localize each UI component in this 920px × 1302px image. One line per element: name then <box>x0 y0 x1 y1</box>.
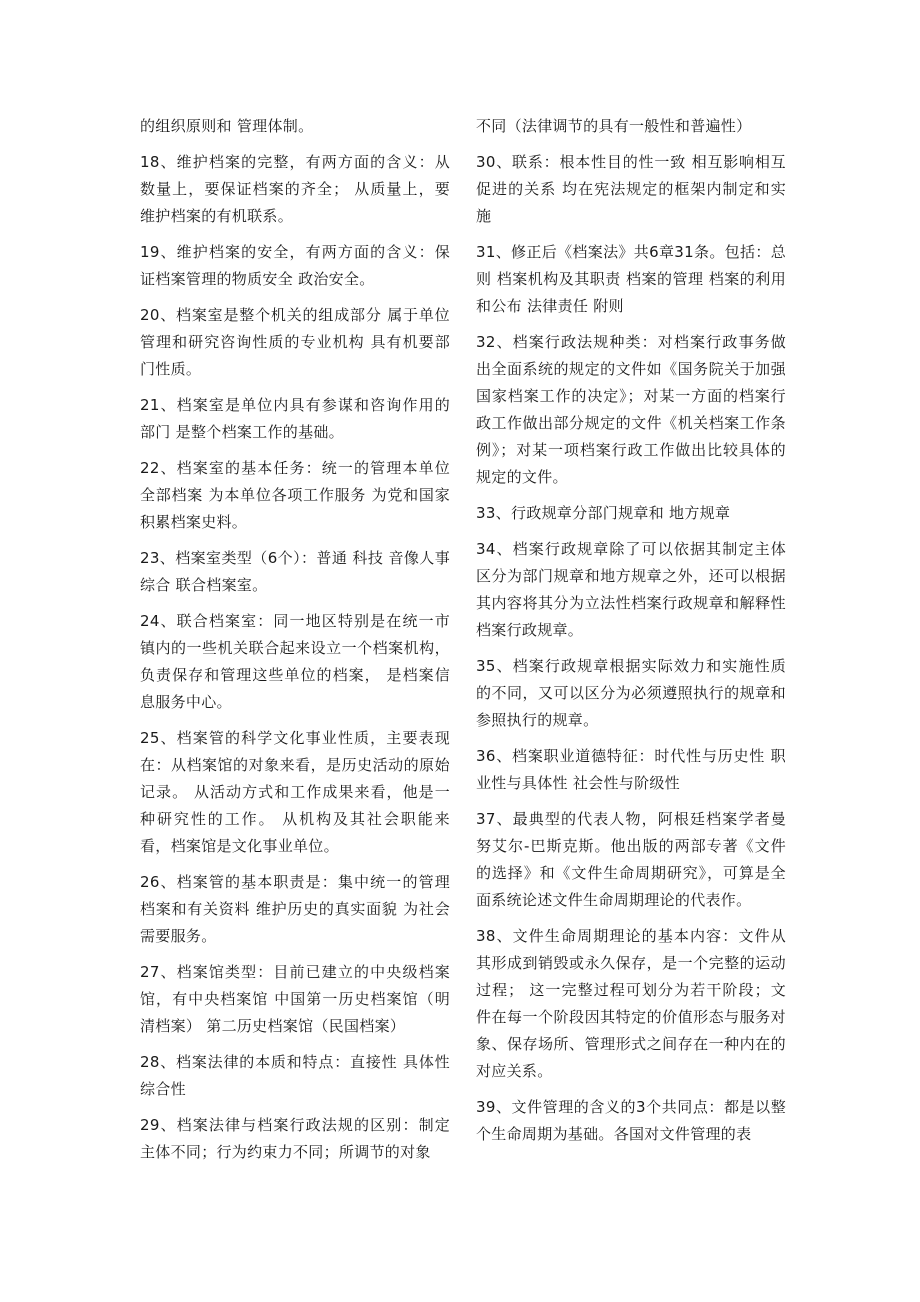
paragraph: 20、档案室是整个机关的组成部分 属于单位管理和研究咨询性质的专业机构 具有机要部门性质。 <box>140 306 450 378</box>
paragraph: 19、维护档案的安全，有两方面的含义：保证档案管理的物质安全 政治安全。 <box>140 243 450 288</box>
paragraph: 18、维护档案的完整，有两方面的含义：从数量上，要保证档案的齐全； 从质量上，要维护档案的有机联系。 <box>140 153 450 225</box>
paragraph: 32、档案行政法规种类：对档案行政事务做出全面系统的规定的文件如《国务院关于加强国家档案工作的决定》；对某一方面的档案行政工作做出部分规定的文件《机关档案工作条例》；对某一项档案行政工作做出比较具体的规定的文件。 <box>476 333 786 486</box>
paragraph: 27、档案馆类型：目前已建立的中央级档案馆，有中央档案馆 中国第一历史档案馆（明清档案） 第二历史档案馆（民国档案） <box>140 963 450 1035</box>
paragraph: 29、档案法律与档案行政法规的区别：制定主体不同；行为约束力不同；所调节的对象 <box>140 1116 450 1161</box>
paragraph: 31、修正后《档案法》共6章31条。包括：总则 档案机构及其职责 档案的管理 档案的利用和公布 法律责任 附则 <box>476 243 786 315</box>
paragraph: 38、文件生命周期理论的基本内容：文件从其形成到销毁或永久保存，是一个完整的运动过程； 这一完整过程可划分为若干阶段；文件在每一个阶段因其特定的价值形态与服务对象、保存场所、管理形式之间存在一种内在的对应关系。 <box>476 927 786 1080</box>
paragraph: 22、档案室的基本任务：统一的管理本单位全部档案 为本单位各项工作服务 为党和国家积累档案史料。 <box>140 459 450 531</box>
paragraph: 23、档案室类型（6个）：普通 科技 音像人事 综合 联合档案室。 <box>140 549 450 594</box>
paragraph: 35、档案行政规章根据实际效力和实施性质的不同，又可以区分为必须遵照执行的规章和 参照执行的规章。 <box>476 657 786 729</box>
paragraph: 25、档案管的科学文化事业性质，主要表现在：从档案馆的对象来看，是历史活动的原始记录。 从活动方式和工作成果来看，他是一种研究性的工作。 从机构及其社会职能来看，档案馆是文化事业单位。 <box>140 729 450 855</box>
paragraph: 26、档案管的基本职责是：集中统一的管理档案和有关资料 维护历史的真实面貌 为社会需要服务。 <box>140 873 450 945</box>
left-text-column <box>140 113 450 1175</box>
paragraph: 30、联系：根本性目的性一致 相互影响相互促进的关系 均在宪法规定的框架内制定和实施 <box>476 153 786 225</box>
paragraph: 34、档案行政规章除了可以依据其制定主体区分为部门规章和地方规章之外，还可以根据其内容将其分为立法性档案行政规章和解释性档案行政规章。 <box>476 540 786 639</box>
paragraph: 24、联合档案室：同一地区特别是在统一市镇内的一些机关联合起来设立一个档案机构，负责保存和管理这些单位的档案， 是档案信息服务中心。 <box>140 612 450 711</box>
right-text-column <box>476 113 786 1157</box>
paragraph: 33、行政规章分部门规章和 地方规章 <box>476 504 731 522</box>
paragraph: 不同（法律调节的具有一般性和普遍性） <box>476 117 752 135</box>
paragraph: 37、最典型的代表人物，阿根廷档案学者曼努艾尔-巴斯克斯。他出版的两部专著《文件的选择》和《文件生命周期研究》，可算是全面系统论述文件生命周期理论的代表作。 <box>476 810 786 909</box>
paragraph: 39、文件管理的含义的3个共同点：都是以整个生命周期为基础。各国对文件管理的表 <box>476 1098 786 1143</box>
paragraph: 36、档案职业道德特征：时代性与历史性 职业性与具体性 社会性与阶级性 <box>476 747 786 792</box>
paragraph: 的组织原则和 管理体制。 <box>140 117 314 135</box>
paragraph: 21、档案室是单位内具有参谋和咨询作用的部门 是整个档案工作的基础。 <box>140 396 450 441</box>
paragraph: 28、档案法律的本质和特点：直接性 具体性 综合性 <box>140 1053 450 1098</box>
